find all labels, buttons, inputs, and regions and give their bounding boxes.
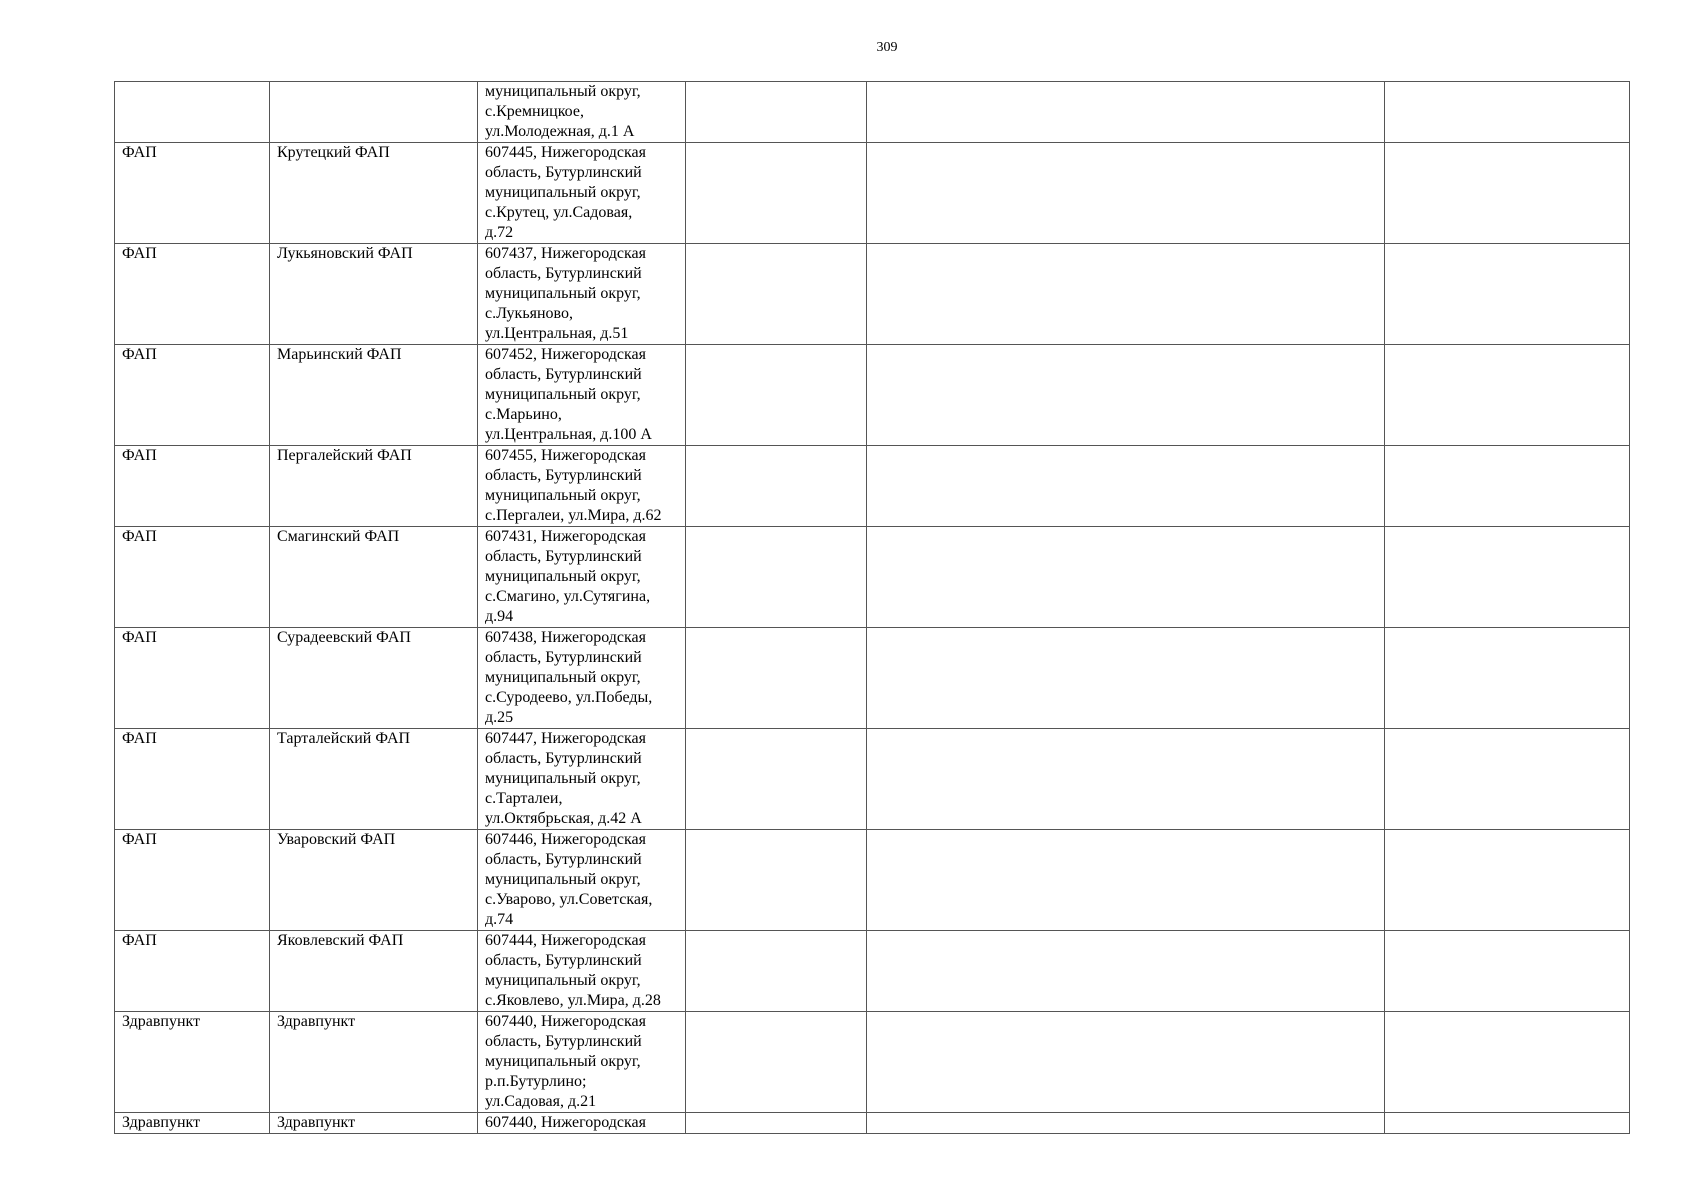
cell-col5	[867, 1113, 1385, 1134]
cell-address: 607444, Нижегородская область, Бутурлинский муниципальный округ, с.Яковлево, ул.Мира, д.28	[478, 931, 686, 1012]
cell-col4	[686, 527, 867, 628]
cell-col4	[686, 244, 867, 345]
cell-col5	[867, 527, 1385, 628]
cell-col6	[1385, 527, 1630, 628]
cell-col4	[686, 931, 867, 1012]
cell-name: Здравпункт	[270, 1012, 478, 1113]
cell-col4	[686, 143, 867, 244]
cell-col6	[1385, 244, 1630, 345]
cell-address: муниципальный округ, с.Кремницкое, ул.Молодежная, д.1 А	[478, 82, 686, 143]
table-row	[115, 628, 1630, 729]
cell-col6	[1385, 931, 1630, 1012]
cell-type: ФАП	[115, 527, 270, 628]
table-row	[115, 830, 1630, 931]
cell-name	[270, 82, 478, 143]
cell-name: Яковлевский ФАП	[270, 931, 478, 1012]
cell-type: Здравпункт	[115, 1012, 270, 1113]
cell-type: ФАП	[115, 244, 270, 345]
cell-col6	[1385, 82, 1630, 143]
page-number: 309	[876, 40, 898, 55]
cell-address: 607445, Нижегородская область, Бутурлинский муниципальный округ, с.Крутец, ул.Садовая, д.72	[478, 143, 686, 244]
cell-address: 607452, Нижегородская область, Бутурлинский муниципальный округ, с.Марьино, ул.Центральная, д.100 А	[478, 345, 686, 446]
cell-col4	[686, 830, 867, 931]
cell-name: Сурадеевский ФАП	[270, 628, 478, 729]
cell-col4	[686, 1113, 867, 1134]
cell-type: ФАП	[115, 143, 270, 244]
cell-col6	[1385, 628, 1630, 729]
table-row	[115, 244, 1630, 345]
cell-col5	[867, 345, 1385, 446]
cell-name: Лукьяновский ФАП	[270, 244, 478, 345]
cell-address: 607446, Нижегородская область, Бутурлинский муниципальный округ, с.Уварово, ул.Советская, д.74	[478, 830, 686, 931]
cell-col5	[867, 628, 1385, 729]
table-row	[115, 446, 1630, 527]
cell-address: 607440, Нижегородская область, Бутурлинский муниципальный округ, р.п.Бутурлино; ул.Садовая, д.21	[478, 1012, 686, 1113]
table-row	[115, 1113, 1630, 1134]
cell-col6	[1385, 1113, 1630, 1134]
cell-col5	[867, 931, 1385, 1012]
facilities-table	[114, 81, 1630, 1134]
table-row	[115, 931, 1630, 1012]
cell-col6	[1385, 345, 1630, 446]
cell-name: Тарталейский ФАП	[270, 729, 478, 830]
cell-col4	[686, 1012, 867, 1113]
cell-name: Здравпункт	[270, 1113, 478, 1134]
cell-col5	[867, 830, 1385, 931]
cell-col6	[1385, 143, 1630, 244]
cell-type: Здравпункт	[115, 1113, 270, 1134]
cell-col4	[686, 628, 867, 729]
table-row	[115, 729, 1630, 830]
cell-name: Смагинский ФАП	[270, 527, 478, 628]
cell-col6	[1385, 830, 1630, 931]
cell-address: 607431, Нижегородская область, Бутурлинский муниципальный округ, с.Смагино, ул.Сутягина, д.94	[478, 527, 686, 628]
cell-col4	[686, 729, 867, 830]
table-row	[115, 527, 1630, 628]
cell-type: ФАП	[115, 345, 270, 446]
table-row	[115, 1012, 1630, 1113]
cell-address: 607455, Нижегородская область, Бутурлинский муниципальный округ, с.Пергалеи, ул.Мира, д.62	[478, 446, 686, 527]
cell-col5	[867, 729, 1385, 830]
cell-col6	[1385, 729, 1630, 830]
table-row	[115, 345, 1630, 446]
cell-name: Марьинский ФАП	[270, 345, 478, 446]
table-row	[115, 82, 1630, 143]
cell-col4	[686, 345, 867, 446]
cell-address: 607447, Нижегородская область, Бутурлинский муниципальный округ, с.Тарталеи, ул.Октябрьская, д.42 А	[478, 729, 686, 830]
table-row	[115, 143, 1630, 244]
cell-type: ФАП	[115, 628, 270, 729]
cell-type: ФАП	[115, 931, 270, 1012]
cell-type: ФАП	[115, 446, 270, 527]
cell-type: ФАП	[115, 729, 270, 830]
cell-col5	[867, 1012, 1385, 1113]
cell-address: 607440, Нижегородская	[478, 1113, 686, 1134]
cell-col5	[867, 446, 1385, 527]
cell-col5	[867, 82, 1385, 143]
table-body	[115, 82, 1630, 1134]
cell-name: Пергалейский ФАП	[270, 446, 478, 527]
cell-type: ФАП	[115, 830, 270, 931]
cell-col4	[686, 82, 867, 143]
cell-address: 607437, Нижегородская область, Бутурлинский муниципальный округ, с.Лукьяново, ул.Центральная, д.51	[478, 244, 686, 345]
cell-col6	[1385, 1012, 1630, 1113]
cell-type	[115, 82, 270, 143]
cell-name: Уваровский ФАП	[270, 830, 478, 931]
cell-col6	[1385, 446, 1630, 527]
cell-address: 607438, Нижегородская область, Бутурлинский муниципальный округ, с.Суродеево, ул.Победы, д.25	[478, 628, 686, 729]
cell-col4	[686, 446, 867, 527]
cell-col5	[867, 143, 1385, 244]
cell-col5	[867, 244, 1385, 345]
cell-name: Крутецкий ФАП	[270, 143, 478, 244]
